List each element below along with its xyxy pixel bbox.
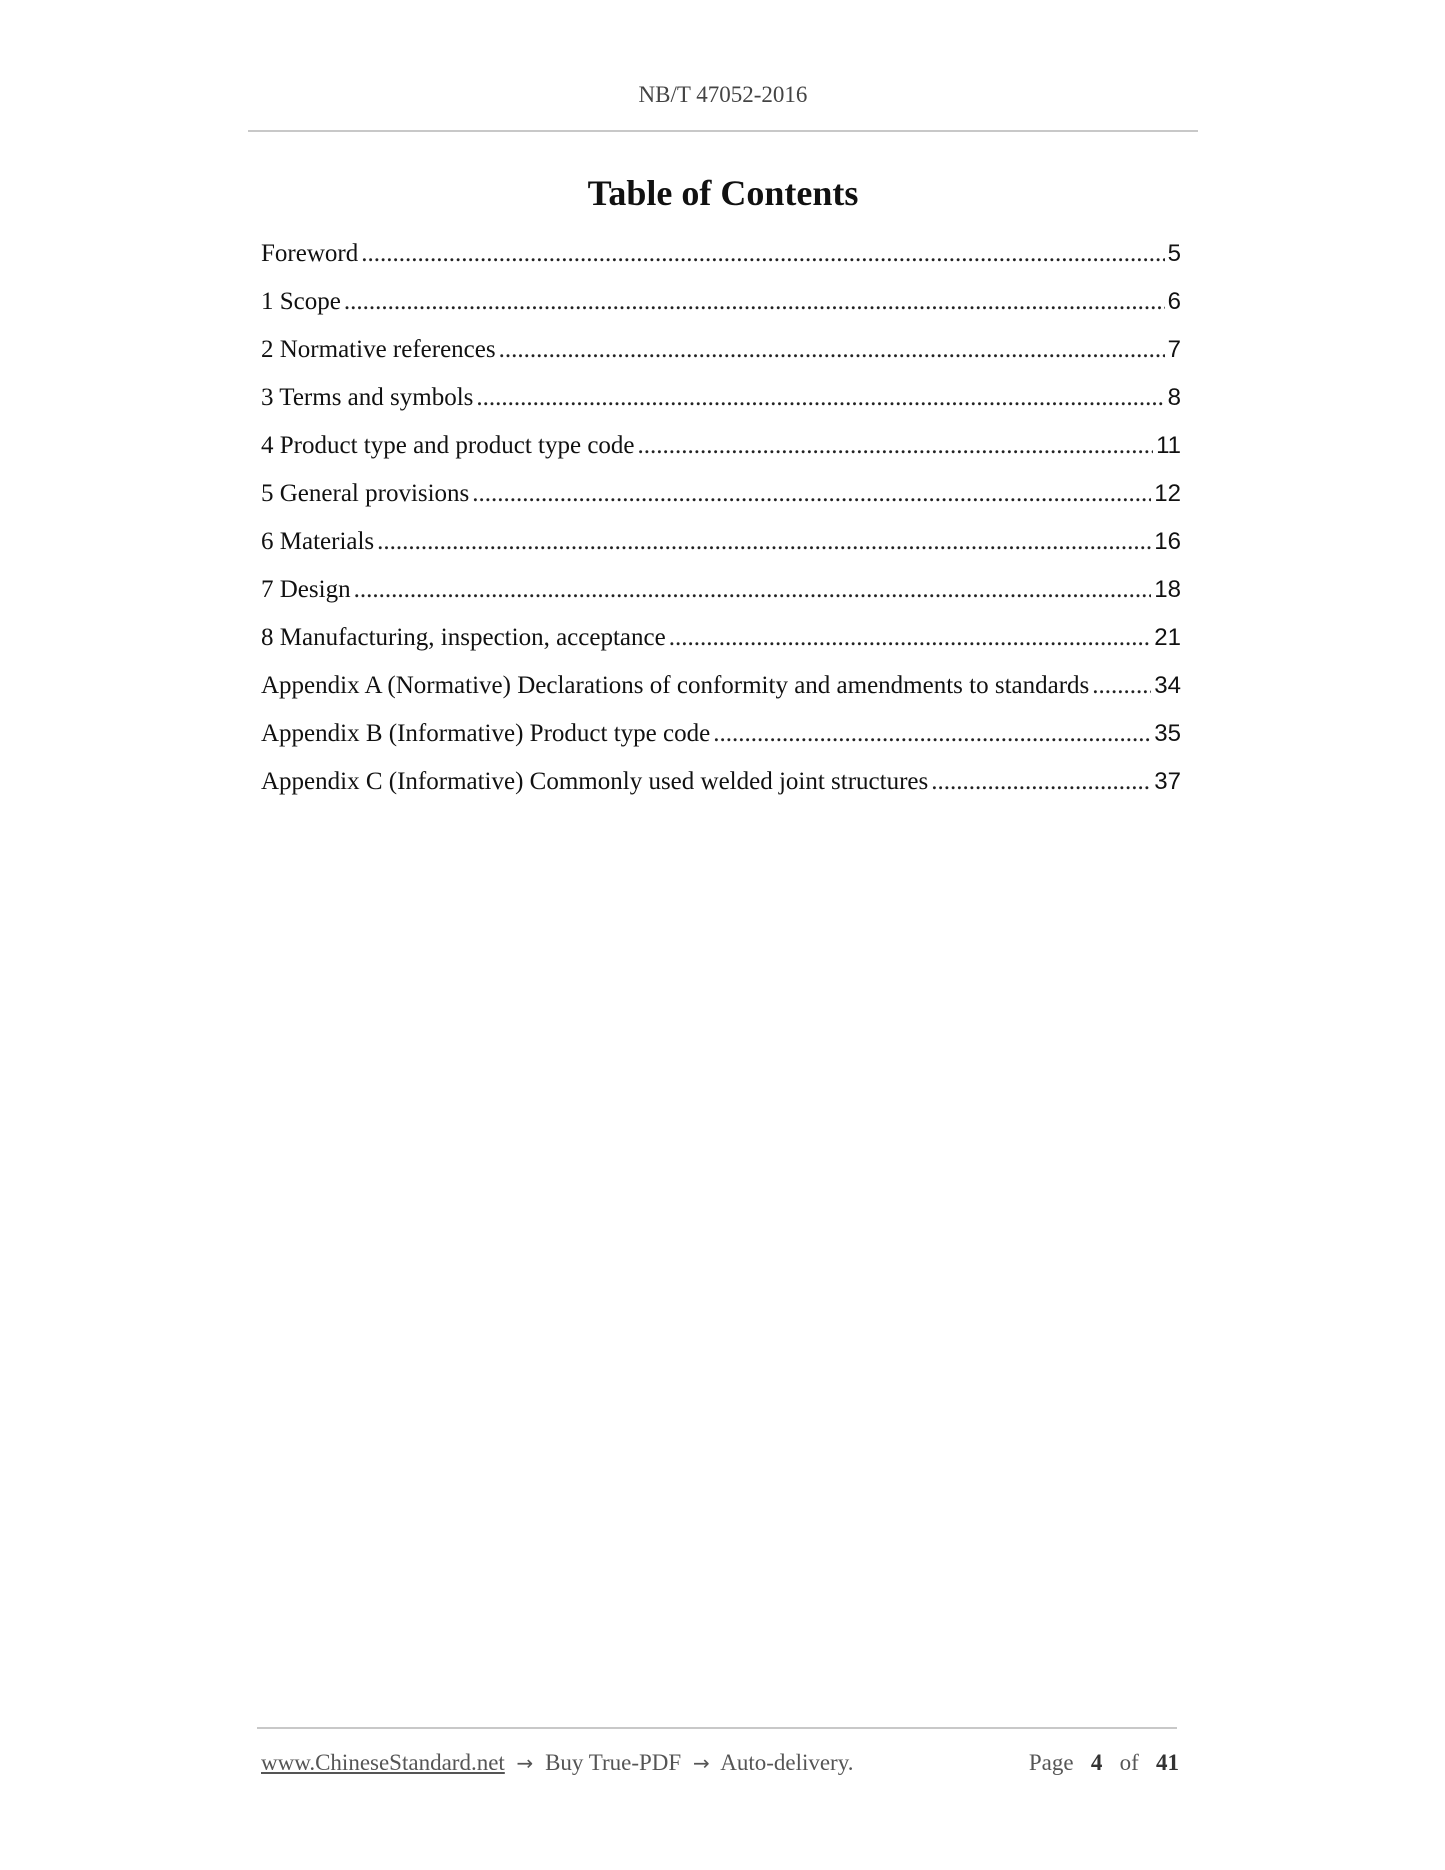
toc-entry-page: 18 bbox=[1154, 576, 1181, 603]
dot-leader bbox=[713, 720, 1151, 748]
footer-step-delivery: Auto-delivery. bbox=[720, 1750, 854, 1775]
dot-leader bbox=[638, 432, 1154, 460]
dot-leader bbox=[1092, 672, 1151, 700]
toc-entry-foreword[interactable] bbox=[261, 240, 1181, 288]
dot-leader bbox=[354, 576, 1152, 604]
toc-entry-label: 3 Terms and symbols bbox=[261, 384, 474, 411]
toc-entry-page: 6 bbox=[1167, 288, 1181, 315]
toc-entry-page: 16 bbox=[1154, 528, 1181, 555]
dot-leader bbox=[472, 480, 1151, 508]
toc-entry-label: 5 General provisions bbox=[261, 480, 470, 507]
dot-leader bbox=[669, 624, 1152, 652]
footer-step-buy: Buy True-PDF bbox=[545, 1750, 682, 1775]
dot-leader bbox=[476, 384, 1164, 412]
toc-entry-terms-and-symbols[interactable] bbox=[261, 384, 1181, 432]
right-arrow-icon: → bbox=[692, 1751, 710, 1775]
page-total: 41 bbox=[1156, 1750, 1179, 1775]
toc-entry-design[interactable] bbox=[261, 576, 1181, 624]
toc-entry-scope[interactable] bbox=[261, 288, 1181, 336]
toc-entry-appendix-b[interactable] bbox=[261, 720, 1181, 768]
page-footer bbox=[261, 1750, 1179, 1776]
toc-entry-normative-references[interactable] bbox=[261, 336, 1181, 384]
toc-entry-label: Appendix C (Informative) Commonly used welded joint structures bbox=[261, 768, 929, 795]
toc-entry-page: 7 bbox=[1167, 336, 1181, 363]
page-of-label: of bbox=[1119, 1750, 1139, 1775]
toc-entry-page: 11 bbox=[1156, 432, 1181, 459]
footer-promo bbox=[261, 1750, 853, 1776]
page-current: 4 bbox=[1090, 1750, 1103, 1775]
toc-entry-appendix-c[interactable] bbox=[261, 768, 1181, 816]
page-label: Page bbox=[1028, 1750, 1074, 1775]
footer-divider bbox=[257, 1727, 1177, 1729]
dot-leader bbox=[377, 528, 1151, 556]
header-divider bbox=[248, 130, 1198, 132]
toc-entry-manufacturing[interactable] bbox=[261, 624, 1181, 672]
dot-leader bbox=[931, 768, 1151, 796]
toc-entry-label: 8 Manufacturing, inspection, acceptance bbox=[261, 624, 666, 651]
dot-leader bbox=[344, 288, 1165, 316]
toc-entry-page: 35 bbox=[1154, 720, 1181, 747]
toc-entry-page: 12 bbox=[1154, 480, 1181, 507]
toc-entry-product-type[interactable] bbox=[261, 432, 1181, 480]
toc-entry-appendix-a[interactable] bbox=[261, 672, 1181, 720]
toc-entry-label: 2 Normative references bbox=[261, 336, 496, 363]
dot-leader bbox=[499, 336, 1165, 364]
toc-entry-label: Appendix A (Normative) Declarations of conformity and amendments to standards bbox=[261, 672, 1090, 699]
dot-leader bbox=[361, 240, 1164, 268]
page-title: Table of Contents bbox=[587, 173, 859, 213]
toc-entry-page: 21 bbox=[1154, 624, 1181, 651]
toc-entry-page: 37 bbox=[1154, 768, 1181, 795]
toc-entry-label: 6 Materials bbox=[261, 528, 375, 555]
toc-entry-page: 8 bbox=[1167, 384, 1181, 411]
page-indicator bbox=[1029, 1750, 1179, 1776]
toc-entry-page: 5 bbox=[1167, 240, 1181, 267]
toc-entry-page: 34 bbox=[1154, 672, 1181, 699]
table-of-contents bbox=[261, 240, 1181, 816]
toc-entry-label: Foreword bbox=[261, 240, 359, 267]
toc-entry-label: Appendix B (Informative) Product type code bbox=[261, 720, 711, 747]
running-header: NB/T 47052-2016 bbox=[638, 82, 808, 107]
site-link[interactable]: www.ChineseStandard.net bbox=[261, 1750, 505, 1775]
toc-entry-label: 1 Scope bbox=[261, 288, 341, 315]
toc-entry-general-provisions[interactable] bbox=[261, 480, 1181, 528]
right-arrow-icon: → bbox=[516, 1751, 534, 1775]
toc-entry-label: 7 Design bbox=[261, 576, 351, 603]
toc-entry-label: 4 Product type and product type code bbox=[261, 432, 635, 459]
toc-entry-materials[interactable] bbox=[261, 528, 1181, 576]
